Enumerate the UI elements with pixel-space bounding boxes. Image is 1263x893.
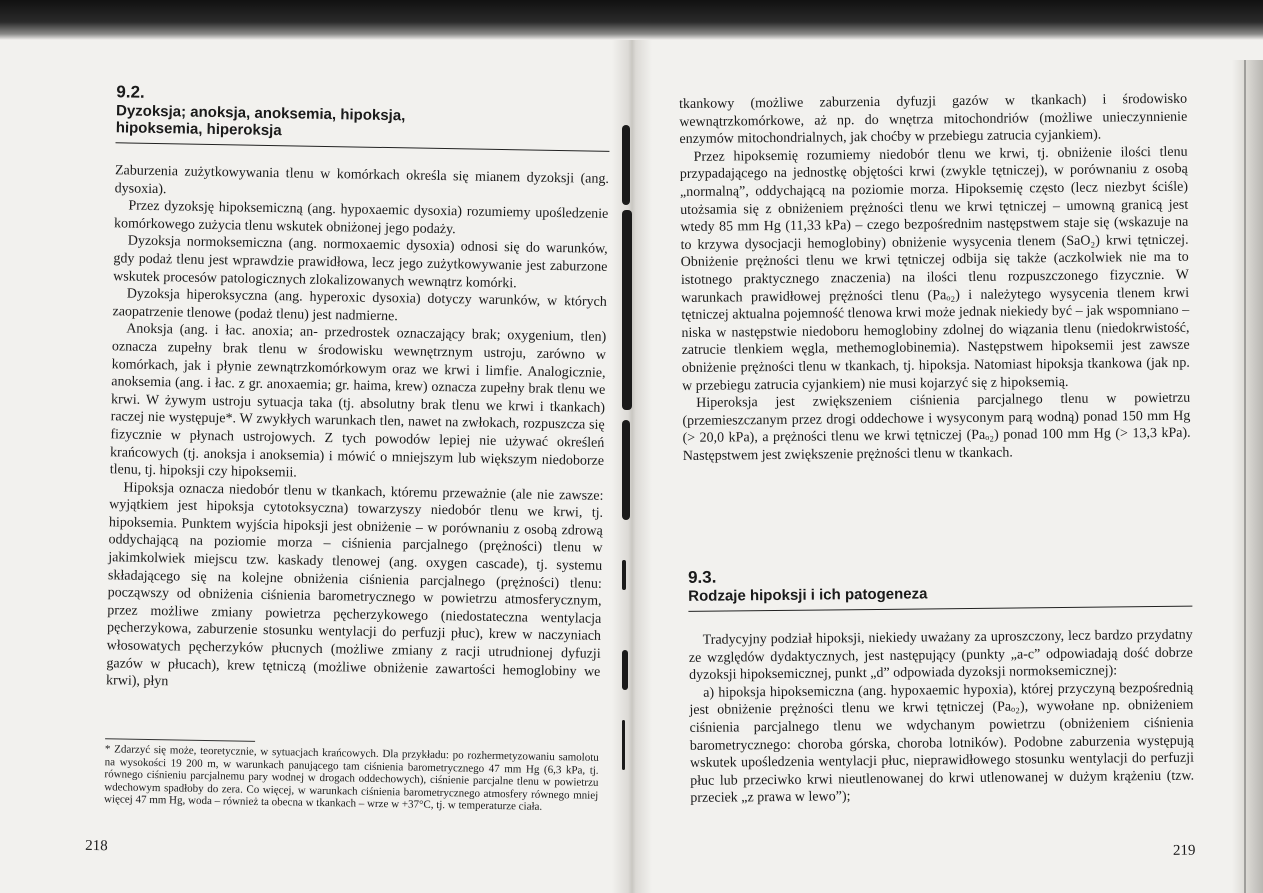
gutter-mark [622,560,626,590]
right-body-text [679,91,1191,466]
paragraph: Hipoksja oznacza niedobór tlenu w tkankach, któremu przeważnie (ale nie zawsze: wyjątkiem jest hipoksja cytotoksyczna) towarzyszy niedobór tlenu we krwi, tj. hipoksemia. Punktem wyjścia hipoksji jest obniżenie – w porównaniu z osobą zdrową oddychającą na poziomie morza – ciśnienia parcjalnego (prężności) tlenu w jakimkolwiek miejscu tzw. kaskady tlenowej (ang. oxygen cascade), tj. systemu składającego się na kolejne obniżenia ciśnienia parcjalnego (prężności) tlenu: począwszy od obniżenia ciśnienia barometrycznego w powietrzu atmosferycznym, przez możliwe zmiany powietrza pęcherzykowego (niedostateczna wentylacja pęcherzykowa, zaburzenie stosunku wentylacji do perfuzji płuc), krew w naczyniach włosowatych pęcherzyków płucnych (możliwe zmiany z racji utrudnionej dyfuzji gazów w płucach), krew tętniczą (możliwe obniżenie zawartości hemoglobiny we krwi), płyn [105,480,604,690]
section-heading [688,563,1192,612]
page-number: 218 [85,837,108,855]
paragraph: Anoksja (ang. i łac. anoxia; an- przedrostek oznaczający brak; oxygenium, tlen) oznacza zupełny brak tlenu w środowisku wewnętrznym ustroju, zarówno w komórkach, jak i płynie zewnątrzkomórkowym oraz we krwi i limfie. Analogicznie, anoksemia (ang. i łac. z gr. anoxaemia; gr. haima, krew) oznacza zupełny brak tlenu we krwi. W żywym ustroju sytuacja taka (tj. absolutny brak tlenu we krwi i tkankach) raczej nie występuje*. W zwykłych warunkach tlen, nawet na zwłokach, rozpuszcza się fizycznie w płynach ustrojowych. Z tych powodów lepiej nie używać określeń krańcowych (tj. anoksja i anoksemia) i mówić o mniejszym lub większym niedoborze tlenu, tj. hipoksji czy hipoksemii. [109,321,607,481]
page-edge-stack [1232,60,1263,893]
footnote: * Zdarzyć się może, teoretycznie, w sytuacjach krańcowych. Dla przykładu: po rozhermetyzowaniu samolotu na wysokości 19 200 m, w warunkach panującego tam ciśnienia barometrycznego 47 mm Hg (6,3 kPa, tj. równego ciśnieniu parcjalnemu pary wodnej w drogach oddechowych), ciśnienie parcjalne tlenu w powietrzu wdechowym spadłoby do zera. Co więcej, w warunkach ciśnienia barometrycznego atmosfery równego mniej więcej 47 mm Hg, woda – również ta obecna w tkankach – wrze w +37°C, tj. w temperaturze ciała. [103,743,599,814]
paragraph: Hiperoksja jest zwiększeniem ciśnienia parcjalnego tlenu w powietrzu (przemieszczanym przez drogi oddechowe i wysyconym parą wodną) ponad 150 mm Hg (> 20,0 kPa), a prężności tlenu we krwi tętniczej (Paₒ₂) ponad 100 mm Hg (> 13,3 kPa). Następstwem jest zwiększenie prężności tlenu w tkankach. [682,390,1191,464]
scan-top-shadow [0,0,1263,40]
section-rule [688,606,1192,612]
footnote-rule [105,738,255,742]
footnote-block [104,738,599,815]
paragraph: Przez hipoksemię rozumiemy niedobór tlenu we krwi, tj. obniżenie ilości tlenu przypadającego na jednostkę objętości krwi (zwykle tętniczej), w porównaniu z osobą „normalną”, oddychającą na poziomie morza. Hipoksemię często (lecz niezbyt ściśle) utożsamia się z obniżeniem prężności tlenu we krwi tętniczej – umowną granicą jest wtedy 85 mm Hg (11,33 kPa) – czego bezpośrednim następstwem staje się (wskazuje na to krzywa dysocjacji hemoglobiny) obniżenie wysycenia tlenem (SaO₂) krwi tętniczej. Obniżenie prężności tlenu we krwi tętniczej odbija się także (aczkolwiek nie ma to istotnego praktycznego znaczenia) na ilości tlenu rozpuszczonego fizycznie. W warunkach prawidłowej prężności tlenu (Paₒ₂) i należytego wysycenia tlenem krwi tętniczej aktualna pojemność tlenowa krwi może jednak niekiedy być – jak wspomniano – niska w następstwie niedoboru hemoglobiny zdolnej do wiązania tlenu (niedokrwistość, zatrucie tlenkiem węgla, methemoglobinemia). Następstwem hipoksemii jest zawsze obniżenie prężności tlenu w tkankach, tj. hipoksja. Natomiast hipoksja tkankowa (jak np. w przebiegu zatrucia cyjankiem) nie musi kojarzyć się z hipoksemią. [679,144,1190,394]
gutter-mark [622,125,630,205]
left-body-text [106,162,609,698]
paragraph: Przez dyzoksję hipoksemiczną (ang. hypoxaemic dysoxia) rozumiemy upośledzenie komórkowego zużycia tlenu wskutek obniżonej jego podaży. [113,198,609,238]
gutter-mark [622,210,632,410]
paragraph: Tradycyjny podział hipoksji, niekiedy uważany za uproszczony, lecz bardzo przydatny ze względów dydaktycznych, jest następujący (punkty „a-c” odpowiadają dość dobrze dyzoksji hipoksemicznej, punkt „d” odpowiada dyzoksji normoksemicznej): [688,627,1193,684]
paragraph: Zaburzenia zużytkowywania tlenu w komórkach określa się mianem dyzoksji (ang. dysoxia). [114,163,610,197]
book-gutter [612,40,652,893]
paragraph: a) hipoksja hipoksemiczna (ang. hypoxaemic hypoxia), której przyczyną bezpośrednią jest obniżenie prężności tlenu we krwi tętniczej (Paₒ₂), wywołane np. obniżeniem ciśnienia parcjalnego tlenu we wdychanym powietrzu (obniżeniem ciśnienia barometrycznego: choroba górska, choroba lotników). Podobne zaburzenia występują wskutek upośledzenia wentylacji płuc, nieprawidłowego stosunku wentylacji do perfuzji płuc lub przeciwko krwi nieutlenowanej do krwi utlenowanej w dużym krążeniu (tzw. przeciek „z prawa w lewo”); [689,680,1195,807]
paragraph: Dyzoksja hiperoksyczna (ang. hyperoxic dysoxia) dotyczy warunków, w których zaopatrzenie tlenowe (podaż tlenu) jest nadmierne. [112,286,607,324]
section-heading [116,82,611,152]
gutter-mark [622,650,628,690]
section-title: Dyzoksja; anoksja, anoksemia, hipoksja, hipoksemia, hiperoksja [115,102,406,140]
section-number: 9.2. [116,82,145,102]
gutter-mark [622,420,630,520]
page-number: 219 [1172,842,1196,859]
paragraph: tkankowy (możliwe zaburzenia dyfuzji gazów w tkankach) i środowisko wewnątrzkomórkowe, aż np. do wnętrza mitochondriów (możliwe unieczynnienie enzymów mitochondrialnych, jak choćby w przebiegu zatrucia cyjankiem). [679,91,1188,148]
paragraph: Dyzoksja normoksemiczna (ang. normoxaemic dysoxia) odnosi się do warunków, gdy podaż tlenu jest wprawdzie prawidłowa, lecz jego zużytkowywanie jest zaburzone wskutek procesów patologicznych zlokalizowanych wewnątrz komórki. [113,233,608,291]
section-rule [116,142,610,152]
section-title: Rodzaje hipoksji i ich patogeneza [688,585,928,605]
gutter-mark [622,720,625,770]
section-number: 9.3. [687,567,717,587]
right-body-text-2 [689,627,1195,808]
